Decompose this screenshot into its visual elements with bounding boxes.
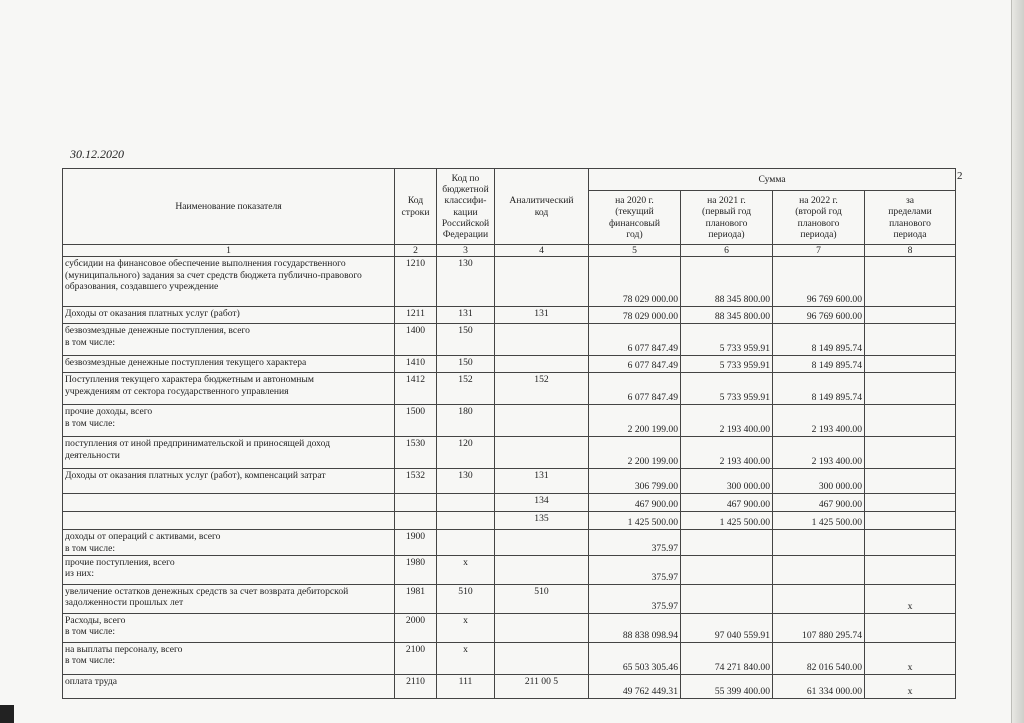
row-value-beyond [865,437,956,469]
row-name: прочие поступления, всего из них: [63,555,395,584]
table-row [63,469,956,494]
row-code: 1412 [395,373,437,405]
row-value-2021: 467 900.00 [681,494,773,512]
row-analytic-code: 131 [495,307,589,324]
row-value-2022: 8 149 895.74 [773,373,865,405]
row-name: субсидии на финансовое обеспечение выполнения государственного (муниципального) задания за счет средств бюджета публично-правового образования, создавшего учреждение [63,257,395,307]
row-code: 1211 [395,307,437,324]
col-header-sum: Сумма [589,169,956,191]
row-value-2020: 78 029 000.00 [589,257,681,307]
index-cell: 3 [437,245,495,257]
row-analytic-code [495,324,589,356]
row-value-2020: 88 838 098.94 [589,613,681,642]
row-value-2022: 1 425 500.00 [773,512,865,530]
row-name: безвозмездные денежные поступления, всего в том числе: [63,324,395,356]
table-row [63,356,956,373]
row-code: 1981 [395,584,437,613]
row-code: 2000 [395,613,437,642]
row-value-beyond [865,512,956,530]
col-header-beyond: за пределами планового периода [865,191,956,245]
row-value-2020: 65 503 305.46 [589,642,681,674]
row-kbk: x [437,642,495,674]
row-value-2021: 5 733 959.91 [681,373,773,405]
row-value-2021: 88 345 800.00 [681,257,773,307]
row-value-beyond [865,356,956,373]
row-code [395,494,437,512]
row-kbk: 180 [437,405,495,437]
row-value-2022: 300 000.00 [773,469,865,494]
row-value-2022: 8 149 895.74 [773,324,865,356]
row-value-2022: 96 769 600.00 [773,307,865,324]
row-name: поступления от иной предпринимательской и приносящей доход деятельности [63,437,395,469]
row-kbk [437,494,495,512]
row-value-2022 [773,555,865,584]
row-value-2021 [681,555,773,584]
row-kbk: 111 [437,674,495,698]
table-row [63,405,956,437]
row-value-2020: 78 029 000.00 [589,307,681,324]
table-row [63,674,956,698]
row-kbk: x [437,613,495,642]
row-value-2020: 2 200 199.00 [589,405,681,437]
row-kbk: 131 [437,307,495,324]
row-value-2020: 375.97 [589,555,681,584]
row-name [63,512,395,530]
row-analytic-code [495,642,589,674]
col-header-kbk: Код по бюджетной классифи- кации Российской Федерации [437,169,495,245]
row-value-beyond [865,405,956,437]
row-value-beyond [865,555,956,584]
row-value-2022: 2 193 400.00 [773,405,865,437]
row-value-2022: 82 016 540.00 [773,642,865,674]
row-kbk: 150 [437,324,495,356]
row-kbk: 120 [437,437,495,469]
row-analytic-code: 134 [495,494,589,512]
row-name: Поступления текущего характера бюджетным и автономным учреждениям от сектора государственного управления [63,373,395,405]
table-row [63,324,956,356]
row-value-2020: 49 762 449.31 [589,674,681,698]
row-kbk: 510 [437,584,495,613]
col-header-2021: на 2021 г. (первый год планового периода) [681,191,773,245]
table-row [63,642,956,674]
index-cell: 4 [495,245,589,257]
row-value-2021 [681,530,773,556]
row-kbk: 150 [437,356,495,373]
row-analytic-code [495,437,589,469]
row-value-beyond: x [865,674,956,698]
page-edge [1011,0,1024,723]
row-name: на выплаты персоналу, всего в том числе: [63,642,395,674]
row-analytic-code [495,257,589,307]
row-analytic-code [495,530,589,556]
row-code: 1532 [395,469,437,494]
row-value-beyond: x [865,642,956,674]
row-analytic-code [495,555,589,584]
row-value-2022: 2 193 400.00 [773,437,865,469]
row-value-2020: 1 425 500.00 [589,512,681,530]
table-row [63,530,956,556]
row-value-2021: 5 733 959.91 [681,356,773,373]
table-row [63,613,956,642]
index-cell: 6 [681,245,773,257]
row-value-beyond: x [865,584,956,613]
row-value-2020: 467 900.00 [589,494,681,512]
table-row [63,494,956,512]
row-name [63,494,395,512]
row-name: прочие доходы, всего в том числе: [63,405,395,437]
table-row [63,437,956,469]
row-value-beyond [865,530,956,556]
row-code: 1500 [395,405,437,437]
row-value-2021: 2 193 400.00 [681,437,773,469]
page-corner [0,705,14,723]
row-name: доходы от операций с активами, всего в том числе: [63,530,395,556]
row-kbk [437,512,495,530]
row-name: Расходы, всего в том числе: [63,613,395,642]
page-number: 2 [957,170,963,182]
table-row [63,373,956,405]
row-analytic-code: 510 [495,584,589,613]
table-row [63,555,956,584]
col-header-2022: на 2022 г. (второй год планового периода) [773,191,865,245]
row-code [395,512,437,530]
col-header-code: Код строки [395,169,437,245]
row-kbk: 130 [437,257,495,307]
row-value-beyond [865,613,956,642]
row-analytic-code [495,405,589,437]
row-kbk [437,530,495,556]
row-name: Доходы от оказания платных услуг (работ), компенсаций затрат [63,469,395,494]
row-value-2020: 2 200 199.00 [589,437,681,469]
row-value-2020: 6 077 847.49 [589,373,681,405]
table-row [63,512,956,530]
row-code: 1410 [395,356,437,373]
table-row [63,257,956,307]
row-value-2022: 61 334 000.00 [773,674,865,698]
index-cell: 8 [865,245,956,257]
row-value-2020: 6 077 847.49 [589,356,681,373]
row-code: 1210 [395,257,437,307]
row-value-2021: 5 733 959.91 [681,324,773,356]
col-header-analytic: Аналитический код [495,169,589,245]
row-code: 1400 [395,324,437,356]
row-value-2022: 467 900.00 [773,494,865,512]
row-analytic-code: 211 00 5 [495,674,589,698]
row-code: 2100 [395,642,437,674]
table-row [63,584,956,613]
row-kbk: 152 [437,373,495,405]
row-name: оплата труда [63,674,395,698]
row-name: безвозмездные денежные поступления текущего характера [63,356,395,373]
row-value-2020: 375.97 [589,530,681,556]
row-name: увеличение остатков денежных средств за счет возврата дебиторской задолженности прошлых лет [63,584,395,613]
row-analytic-code [495,356,589,373]
row-value-2022: 107 880 295.74 [773,613,865,642]
row-code: 1530 [395,437,437,469]
col-header-2020: на 2020 г. (текущий финансовый год) [589,191,681,245]
row-value-2022 [773,530,865,556]
row-value-2021: 2 193 400.00 [681,405,773,437]
row-code: 1980 [395,555,437,584]
row-value-2021 [681,584,773,613]
index-cell: 5 [589,245,681,257]
column-index-row [63,245,956,257]
row-value-2021: 74 271 840.00 [681,642,773,674]
row-code: 1900 [395,530,437,556]
row-code: 2110 [395,674,437,698]
row-kbk: x [437,555,495,584]
row-kbk: 130 [437,469,495,494]
row-analytic-code: 135 [495,512,589,530]
row-value-2021: 97 040 559.91 [681,613,773,642]
col-header-name: Наименование показателя [63,169,395,245]
row-value-beyond [865,324,956,356]
index-cell: 2 [395,245,437,257]
row-value-2020: 375.97 [589,584,681,613]
index-cell: 1 [63,245,395,257]
row-value-beyond [865,469,956,494]
row-analytic-code: 152 [495,373,589,405]
row-value-2020: 6 077 847.49 [589,324,681,356]
row-value-beyond [865,307,956,324]
row-value-beyond [865,373,956,405]
row-value-beyond [865,257,956,307]
row-value-2022: 96 769 600.00 [773,257,865,307]
row-value-2020: 306 799.00 [589,469,681,494]
index-cell: 7 [773,245,865,257]
row-value-2021: 88 345 800.00 [681,307,773,324]
row-analytic-code: 131 [495,469,589,494]
row-value-beyond [865,494,956,512]
document-date: 30.12.2020 [70,147,124,161]
row-name: Доходы от оказания платных услуг (работ) [63,307,395,324]
table-row [63,307,956,324]
row-value-2021: 300 000.00 [681,469,773,494]
row-value-2022 [773,584,865,613]
financial-plan-table [62,168,956,699]
row-analytic-code [495,613,589,642]
row-value-2022: 8 149 895.74 [773,356,865,373]
row-value-2021: 1 425 500.00 [681,512,773,530]
row-value-2021: 55 399 400.00 [681,674,773,698]
